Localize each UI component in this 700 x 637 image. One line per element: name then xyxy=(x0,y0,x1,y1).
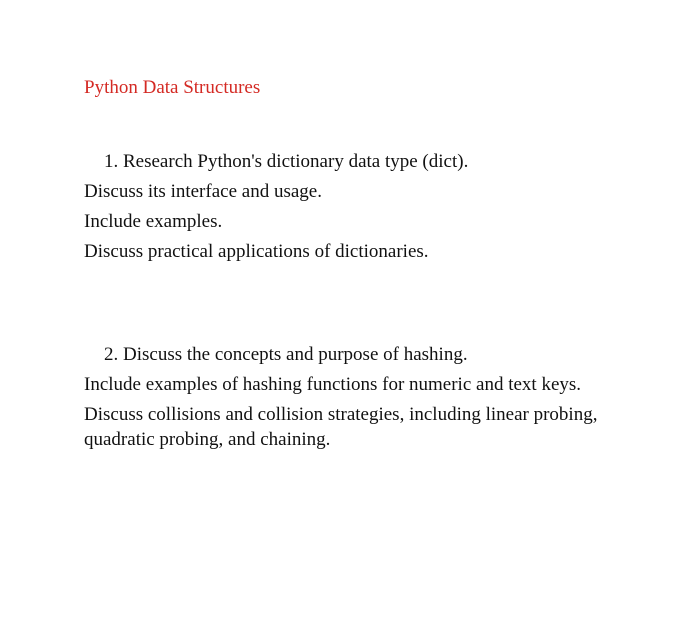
section-line: Include examples of hashing functions for numeric and text keys. xyxy=(84,374,582,395)
section-heading: 1. Research Python's dictionary data type (dict). xyxy=(104,151,469,172)
section-heading: 2. Discuss the concepts and purpose of hashing. xyxy=(104,344,468,365)
section-line: Discuss collisions and collision strategies, including linear probing, quadratic probing, and chaining. xyxy=(84,404,598,450)
section-line: Discuss practical applications of dictionaries. xyxy=(84,241,429,262)
section-hashing xyxy=(84,342,604,457)
section-line: Discuss its interface and usage. xyxy=(84,181,322,202)
section-dictionary xyxy=(84,149,604,269)
document-title: Python Data Structures xyxy=(84,77,261,98)
section-line: Include examples. xyxy=(84,211,223,232)
